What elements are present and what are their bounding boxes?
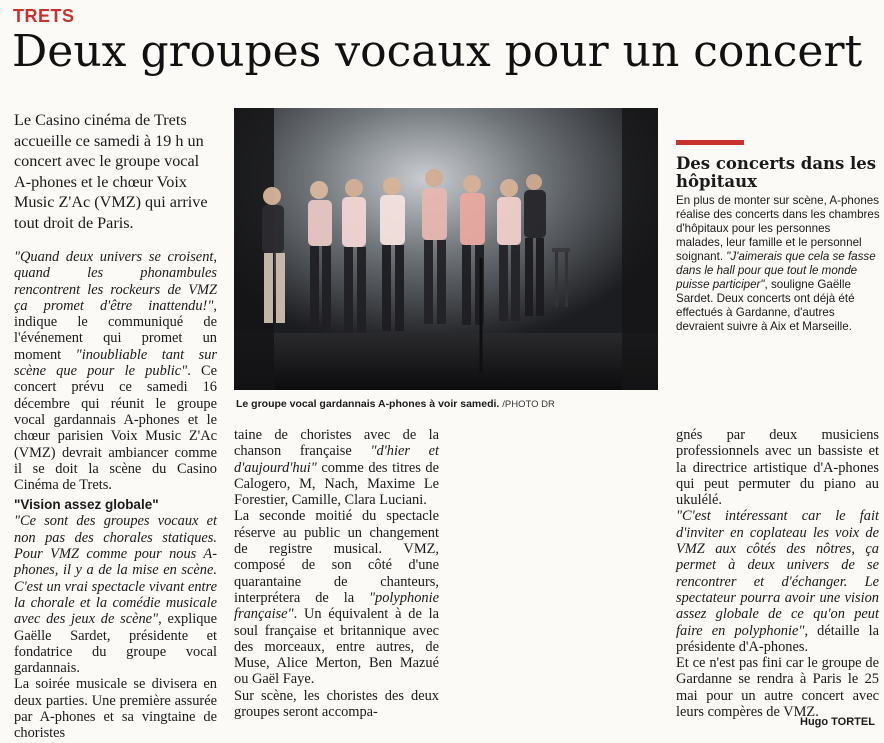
quote: "J'aimerais que cela se fasse dans le hall pour que tout le monde puisse participer": [676, 250, 876, 291]
sidebar-accent-rule: [676, 140, 744, 145]
paragraph: "Ce sont des groupes vocaux et non pas des chorales statiques. Pour VMZ comme pour nous A-phones, il y a de la mise en scène. C'est un vrai spectacle vivant entre la chorale et la comédie musicale avec des jeux de scène", explique Gaëlle Sardet, présidente et fondatrice du groupe vocal gardannais.: [14, 513, 218, 677]
headline: Deux groupes vocaux pour un concert: [12, 26, 863, 77]
photo-image: [234, 108, 658, 390]
paragraph: taine de choristes avec de la chanson française "d'hier et d'aujourd'hui" comme des titres de Calogero, M, Nach, Maxime Le Forestier, Camille, Clara Luciani.: [234, 427, 439, 509]
quote: "C'est intéressant car le fait d'inviter en coplateau les voix de VMZ aux côtés des nôtres, ça permet à deux univers de se rencontrer et d'échanger. Le spectateur pourra avoir une vision assez globale de ce qu'on peut faire en polyphonie": [676, 508, 879, 639]
paragraph: "Quand deux univers se croisent, quand les phonambules rencontrent les rockeurs de VMZ ça promet d'être inattendu!", indique le communiqué de l'événement qui promet un moment "inoubliable tant sur scène que pour le public". Ce concert prévu ce samedi 16 décembre qui réunit le groupe vocal gardannais A-phones et le chœur parisien Voix Music Z'Ac (VMZ) devrait ambiancer comme il se doit la scène du Casino Cinéma de Trets.: [14, 249, 218, 494]
subheading: "Vision assez globale": [14, 497, 159, 513]
photo-caption: [236, 398, 676, 410]
paragraph: gnés par deux musiciens professionnels avec un bassiste et la directrice artistique d'A-phones qui peut permuter du piano au ukulélé.: [676, 427, 879, 509]
sidebar-title: Des concerts dans les hôpitaux: [676, 154, 877, 191]
paragraph: Sur scène, les choristes des deux groupes seront accompa-: [234, 687, 439, 721]
quote: "polyphonie française": [234, 589, 439, 623]
paragraph: Et ce n'est pas fini car le groupe de Gardanne se rendra à Paris le 25 mai pour un autre concert avec leurs compères de VMZ.: [676, 655, 879, 721]
sidebar-text: En plus de monter sur scène, A-phones réalise des concerts dans les chambres d'hôpitaux pour les personnes malades, leur famille et le personnel soignant. "J'aimerais que cela se fasse dans le hall pour que tout le monde puisse participer", souligne Gaëlle Sardet. Deux concerts ont déjà été effectués à Gardanne, d'autres devraient suivre à Aix et Marseille.: [676, 194, 880, 333]
sidebar-box: [676, 140, 880, 334]
photo-credit: /PHOTO DR: [502, 399, 555, 410]
quote: "Ce sont des groupes vocaux et non pas des chorales statiques. Pour VMZ comme pour nous A-phones, il y a de la mise en scène. C'est un vrai spectacle vivant entre la chorale et la comédie musicale avec des jeux de scène": [14, 513, 217, 628]
paragraph: "C'est intéressant car le fait d'inviter en coplateau les voix de VMZ aux côtés des nôtres, ça permet à deux univers de se rencontrer et d'échanger. Le spectateur pourra avoir une vision assez globale de ce qu'on peut faire en polyphonie", détaille la présidente d'A-phones.: [676, 508, 879, 655]
quote: "Quand deux univers se croisent, quand les phonambules rencontrent les rockeurs de VMZ ça promet d'être inattendu!": [14, 249, 217, 314]
caption-text: Le groupe vocal gardannais A-phones à voir samedi.: [236, 398, 500, 410]
section-kicker: TRETS: [13, 6, 75, 26]
column-1: [14, 249, 217, 742]
paragraph: La seconde moitié du spectacle réserve au public un changement de registre musical. VMZ, composé de son côté d'une quarantaine de chanteurs, interprétera de la "polyphonie française". Un équivalent à de la soul française et britannique avec des morceaux, entre autres, de Muse, Alice Merton, Ben Mazué ou Gaël Faye.: [234, 508, 439, 688]
column-3: [676, 427, 879, 720]
lead-paragraph: Le Casino cinéma de Trets accueille ce samedi à 19 h un concert avec le groupe vocal A-phones et le chœur Voix Music Z'Ac (VMZ) qui arrive tout droit de Paris.: [14, 111, 208, 232]
quote: "d'hier et d'aujourd'hui": [234, 443, 439, 476]
quote: "inoubliable tant sur scène que pour le public": [14, 346, 218, 380]
column-2: [234, 427, 439, 720]
paragraph: La soirée musicale se divisera en deux parties. Une première assurée par A-phones et sa vingtaine de choristes: [14, 676, 217, 742]
concert-photo: [234, 108, 658, 390]
author-signature: Hugo TORTEL: [800, 716, 875, 728]
